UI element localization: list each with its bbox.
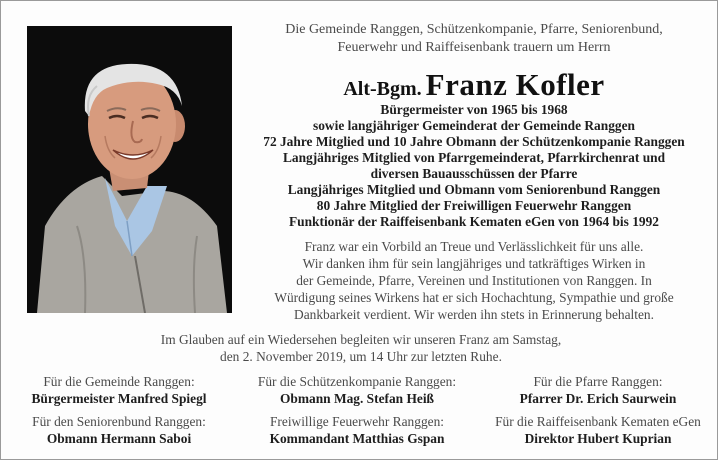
signature-person: Obmann Hermann Saboi: [46, 431, 192, 446]
funeral-announcement: [21, 331, 701, 365]
portrait-illustration: [27, 26, 232, 313]
tribute-line: Wir danken ihm für sein langjähriges und tatkräftiges Wirken in: [302, 256, 646, 271]
signature-org: Für die Gemeinde Ranggen:: [43, 374, 195, 389]
signature-person: Bürgermeister Manfred Spiegl: [31, 391, 207, 406]
signature-org: Für die Schützenkompanie Ranggen:: [257, 374, 457, 389]
signature-org: Für die Raiffeisenbank Kematen eGen: [495, 414, 701, 429]
tribute-line: Würdigung seines Wirkens hat er sich Hochachtung, Sympathie und große: [274, 290, 674, 305]
tribute-line: Dankbarkeit verdient. Wir werden ihn stets in Erinnerung behalten.: [294, 307, 654, 322]
role-line: Langjähriges Mitglied von Pfarrgemeinderat, Pfarrkirchenrat und: [282, 150, 666, 165]
deceased-name: [239, 67, 709, 103]
role-line: 72 Jahre Mitglied und 10 Jahre Obmann der Schützenkompanie Ranggen: [263, 134, 685, 149]
tribute-paragraph: [239, 238, 709, 323]
signature-entry: [1, 373, 237, 407]
signature-entry: [477, 373, 719, 407]
signature-entry: [237, 413, 477, 447]
roles-list: [239, 102, 709, 230]
tribute-line: Franz war ein Vorbild an Treue und Verlässlichkeit für uns alle.: [304, 239, 644, 254]
name-full: Franz Kofler: [425, 67, 605, 102]
signature-org: Für die Pfarre Ranggen:: [533, 374, 663, 389]
signature-person: Pfarrer Dr. Erich Saurwein: [519, 391, 677, 406]
role-line: diversen Bauausschüssen der Pfarre: [370, 166, 578, 181]
signature-person: Direktor Hubert Kuprian: [524, 431, 672, 446]
role-line: sowie langjähriger Gemeinderat der Gemeinde Ranggen: [313, 118, 635, 133]
signature-entry: [477, 413, 719, 447]
signature-org: Freiwillige Feuerwehr Ranggen:: [269, 414, 445, 429]
funeral-line: Im Glauben auf ein Wiedersehen begleiten wir unseren Franz am Samstag,: [160, 332, 562, 347]
intro-line: Feuerwehr und Raiffeisenbank trauern um Herrn: [337, 40, 611, 55]
role-line: 80 Jahre Mitglied der Freiwilligen Feuerwehr Ranggen: [316, 198, 632, 213]
signature-org: Für den Seniorenbund Ranggen:: [32, 414, 206, 429]
tribute-line: der Gemeinde, Pfarre, Vereinen und Institutionen von Ranggen. In: [296, 273, 652, 288]
role-line: Bürgermeister von 1965 bis 1968: [380, 102, 568, 117]
signature-entry: [1, 413, 237, 447]
role-line: Funktionär der Raiffeisenbank Kematen eGen von 1964 bis 1992: [288, 214, 659, 229]
portrait-photo: [27, 26, 232, 313]
signature-entry: [237, 373, 477, 407]
intro-line: Die Gemeinde Ranggen, Schützenkompanie, Pfarre, Seniorenbund,: [285, 22, 663, 37]
intro-text: [239, 21, 709, 57]
signature-person: Obmann Mag. Stefan Heiß: [279, 391, 434, 406]
name-prefix: Alt-Bgm.: [343, 78, 422, 100]
funeral-line: den 2. November 2019, um 14 Uhr zur letzten Ruhe.: [220, 349, 502, 364]
signature-block: [1, 373, 719, 447]
role-line: Langjähriges Mitglied und Obmann vom Seniorenbund Ranggen: [287, 182, 661, 197]
signature-person: Kommandant Matthias Gspan: [269, 431, 445, 446]
